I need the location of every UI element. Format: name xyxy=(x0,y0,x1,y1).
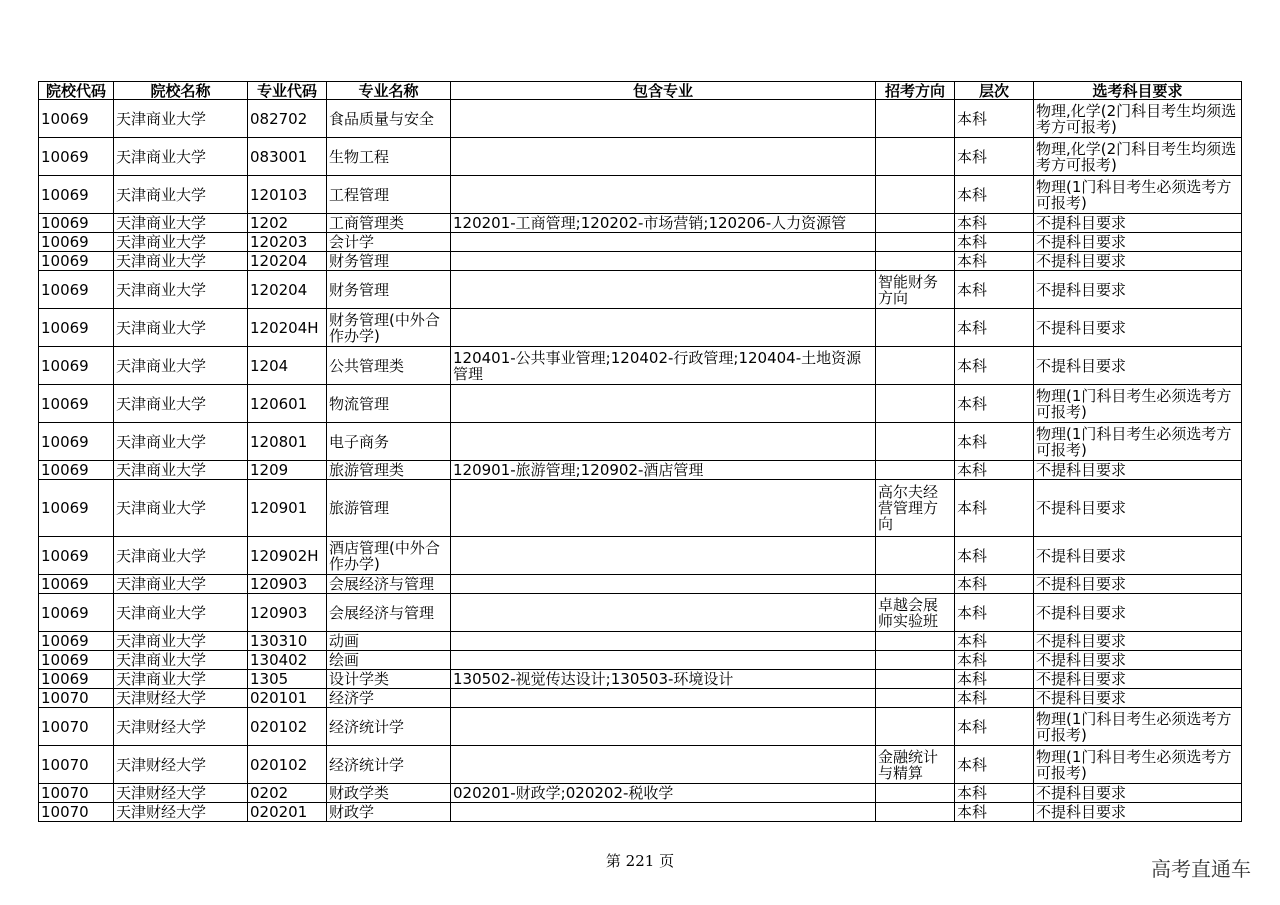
cell-school-name: 天津商业大学 xyxy=(114,271,248,309)
cell-level: 本科 xyxy=(955,784,1034,803)
table-row xyxy=(39,708,1242,746)
cell-major-code: 1305 xyxy=(248,670,327,689)
cell-school-name: 天津财经大学 xyxy=(114,708,248,746)
cell-school-name: 天津商业大学 xyxy=(114,385,248,423)
cell-subject-requirement: 不提科目要求 xyxy=(1034,651,1242,670)
cell-subject-requirement: 不提科目要求 xyxy=(1034,784,1242,803)
cell-major-code: 1204 xyxy=(248,347,327,385)
cell-subject-requirement: 不提科目要求 xyxy=(1034,632,1242,651)
cell-level: 本科 xyxy=(955,252,1034,271)
cell-major-code: 020201 xyxy=(248,803,327,822)
table-row xyxy=(39,480,1242,537)
cell-direction xyxy=(876,214,955,233)
cell-major-code: 120903 xyxy=(248,575,327,594)
cell-school-code: 10069 xyxy=(39,632,114,651)
cell-subject-requirement: 不提科目要求 xyxy=(1034,271,1242,309)
table-row xyxy=(39,385,1242,423)
header-school-code: 院校代码 xyxy=(39,82,114,100)
cell-direction xyxy=(876,100,955,138)
cell-level: 本科 xyxy=(955,670,1034,689)
cell-school-name: 天津商业大学 xyxy=(114,309,248,347)
table-row xyxy=(39,347,1242,385)
cell-school-name: 天津商业大学 xyxy=(114,347,248,385)
cell-subject-requirement: 不提科目要求 xyxy=(1034,233,1242,252)
table-row xyxy=(39,632,1242,651)
cell-school-code: 10069 xyxy=(39,575,114,594)
cell-level: 本科 xyxy=(955,708,1034,746)
cell-major-code: 020101 xyxy=(248,689,327,708)
watermark: 高考直通车 xyxy=(1151,857,1251,881)
cell-school-name: 天津商业大学 xyxy=(114,233,248,252)
cell-included-majors: 020201-财政学;020202-税收学 xyxy=(451,784,876,803)
cell-subject-requirement: 不提科目要求 xyxy=(1034,537,1242,575)
cell-school-code: 10069 xyxy=(39,594,114,632)
cell-direction xyxy=(876,252,955,271)
cell-level: 本科 xyxy=(955,138,1034,176)
cell-major-name: 食品质量与安全 xyxy=(327,100,451,138)
cell-school-name: 天津财经大学 xyxy=(114,746,248,784)
cell-major-name: 会展经济与管理 xyxy=(327,594,451,632)
table-row xyxy=(39,689,1242,708)
cell-school-code: 10070 xyxy=(39,689,114,708)
cell-school-name: 天津商业大学 xyxy=(114,138,248,176)
cell-major-name: 酒店管理(中外合作办学) xyxy=(327,537,451,575)
cell-level: 本科 xyxy=(955,385,1034,423)
cell-level: 本科 xyxy=(955,347,1034,385)
cell-major-name: 财务管理(中外合作办学) xyxy=(327,309,451,347)
cell-direction xyxy=(876,803,955,822)
cell-school-name: 天津商业大学 xyxy=(114,537,248,575)
cell-school-code: 10069 xyxy=(39,537,114,575)
cell-included-majors: 130502-视觉传达设计;130503-环境设计 xyxy=(451,670,876,689)
cell-major-code: 120601 xyxy=(248,385,327,423)
cell-level: 本科 xyxy=(955,746,1034,784)
cell-level: 本科 xyxy=(955,100,1034,138)
cell-major-name: 经济统计学 xyxy=(327,708,451,746)
cell-level: 本科 xyxy=(955,803,1034,822)
cell-included-majors xyxy=(451,689,876,708)
cell-included-majors xyxy=(451,309,876,347)
cell-subject-requirement: 物理,化学(2门科目考生均须选考方可报考) xyxy=(1034,100,1242,138)
cell-major-name: 经济学 xyxy=(327,689,451,708)
cell-included-majors xyxy=(451,252,876,271)
cell-major-name: 绘画 xyxy=(327,651,451,670)
table-row xyxy=(39,176,1242,214)
cell-subject-requirement: 不提科目要求 xyxy=(1034,214,1242,233)
cell-school-code: 10069 xyxy=(39,214,114,233)
header-level: 层次 xyxy=(955,82,1034,100)
cell-major-name: 经济统计学 xyxy=(327,746,451,784)
cell-school-name: 天津商业大学 xyxy=(114,651,248,670)
cell-direction xyxy=(876,689,955,708)
cell-major-name: 工商管理类 xyxy=(327,214,451,233)
header-subject-requirement: 选考科目要求 xyxy=(1034,82,1242,100)
cell-subject-requirement: 不提科目要求 xyxy=(1034,347,1242,385)
cell-major-name: 工程管理 xyxy=(327,176,451,214)
cell-school-code: 10069 xyxy=(39,461,114,480)
cell-subject-requirement: 不提科目要求 xyxy=(1034,689,1242,708)
cell-included-majors xyxy=(451,803,876,822)
cell-major-code: 1202 xyxy=(248,214,327,233)
header-major-name: 专业名称 xyxy=(327,82,451,100)
cell-level: 本科 xyxy=(955,176,1034,214)
cell-school-name: 天津商业大学 xyxy=(114,214,248,233)
cell-school-code: 10070 xyxy=(39,803,114,822)
cell-direction xyxy=(876,575,955,594)
cell-level: 本科 xyxy=(955,461,1034,480)
cell-school-code: 10069 xyxy=(39,670,114,689)
table-row xyxy=(39,461,1242,480)
table-row xyxy=(39,100,1242,138)
table-row xyxy=(39,233,1242,252)
cell-included-majors xyxy=(451,651,876,670)
cell-major-name: 财政学类 xyxy=(327,784,451,803)
cell-major-code: 120902H xyxy=(248,537,327,575)
cell-level: 本科 xyxy=(955,480,1034,537)
cell-major-code: 120901 xyxy=(248,480,327,537)
cell-direction: 智能财务方向 xyxy=(876,271,955,309)
cell-direction xyxy=(876,670,955,689)
cell-subject-requirement: 不提科目要求 xyxy=(1034,252,1242,271)
cell-school-code: 10069 xyxy=(39,252,114,271)
table-row xyxy=(39,214,1242,233)
cell-included-majors xyxy=(451,176,876,214)
cell-school-code: 10070 xyxy=(39,708,114,746)
cell-direction xyxy=(876,138,955,176)
cell-major-code: 120103 xyxy=(248,176,327,214)
cell-included-majors xyxy=(451,423,876,461)
header-school-name: 院校名称 xyxy=(114,82,248,100)
cell-included-majors: 120201-工商管理;120202-市场营销;120206-人力资源管 xyxy=(451,214,876,233)
cell-subject-requirement: 物理(1门科目考生必须选考方可报考) xyxy=(1034,176,1242,214)
cell-direction xyxy=(876,708,955,746)
table-row xyxy=(39,784,1242,803)
table-row xyxy=(39,803,1242,822)
cell-school-name: 天津商业大学 xyxy=(114,423,248,461)
cell-major-code: 120204 xyxy=(248,271,327,309)
cell-included-majors: 120401-公共事业管理;120402-行政管理;120404-土地资源管理 xyxy=(451,347,876,385)
cell-major-code: 082702 xyxy=(248,100,327,138)
cell-school-code: 10069 xyxy=(39,100,114,138)
cell-subject-requirement: 物理,化学(2门科目考生均须选考方可报考) xyxy=(1034,138,1242,176)
cell-major-code: 120203 xyxy=(248,233,327,252)
cell-school-name: 天津商业大学 xyxy=(114,252,248,271)
cell-school-name: 天津商业大学 xyxy=(114,100,248,138)
cell-school-code: 10069 xyxy=(39,176,114,214)
cell-school-name: 天津财经大学 xyxy=(114,784,248,803)
cell-direction: 金融统计与精算 xyxy=(876,746,955,784)
table-row xyxy=(39,575,1242,594)
cell-major-name: 会计学 xyxy=(327,233,451,252)
cell-subject-requirement: 不提科目要求 xyxy=(1034,803,1242,822)
cell-school-name: 天津商业大学 xyxy=(114,176,248,214)
header-row xyxy=(39,82,1242,100)
table-row xyxy=(39,423,1242,461)
cell-major-code: 0202 xyxy=(248,784,327,803)
cell-major-code: 120801 xyxy=(248,423,327,461)
cell-subject-requirement: 不提科目要求 xyxy=(1034,461,1242,480)
cell-level: 本科 xyxy=(955,309,1034,347)
cell-major-name: 物流管理 xyxy=(327,385,451,423)
cell-school-code: 10069 xyxy=(39,309,114,347)
cell-school-code: 10069 xyxy=(39,651,114,670)
cell-school-code: 10069 xyxy=(39,423,114,461)
cell-major-name: 电子商务 xyxy=(327,423,451,461)
cell-direction xyxy=(876,347,955,385)
cell-subject-requirement: 物理(1门科目考生必须选考方可报考) xyxy=(1034,423,1242,461)
header-included-majors: 包含专业 xyxy=(451,82,876,100)
cell-direction xyxy=(876,385,955,423)
cell-direction xyxy=(876,632,955,651)
table-row xyxy=(39,252,1242,271)
cell-included-majors xyxy=(451,594,876,632)
admission-table xyxy=(38,81,1242,822)
cell-level: 本科 xyxy=(955,632,1034,651)
cell-included-majors: 120901-旅游管理;120902-酒店管理 xyxy=(451,461,876,480)
cell-school-code: 10069 xyxy=(39,347,114,385)
cell-school-name: 天津财经大学 xyxy=(114,803,248,822)
cell-school-code: 10070 xyxy=(39,746,114,784)
cell-school-name: 天津财经大学 xyxy=(114,689,248,708)
cell-school-code: 10069 xyxy=(39,138,114,176)
cell-included-majors xyxy=(451,100,876,138)
cell-major-name: 公共管理类 xyxy=(327,347,451,385)
cell-major-name: 旅游管理类 xyxy=(327,461,451,480)
cell-subject-requirement: 物理(1门科目考生必须选考方可报考) xyxy=(1034,708,1242,746)
cell-direction xyxy=(876,423,955,461)
table-row xyxy=(39,594,1242,632)
cell-subject-requirement: 不提科目要求 xyxy=(1034,575,1242,594)
cell-subject-requirement: 不提科目要求 xyxy=(1034,309,1242,347)
page-number: 第 221 页 xyxy=(605,852,675,870)
cell-major-name: 财政学 xyxy=(327,803,451,822)
cell-major-code: 1209 xyxy=(248,461,327,480)
cell-level: 本科 xyxy=(955,271,1034,309)
cell-level: 本科 xyxy=(955,233,1034,252)
table-row xyxy=(39,138,1242,176)
cell-level: 本科 xyxy=(955,594,1034,632)
cell-level: 本科 xyxy=(955,214,1034,233)
cell-subject-requirement: 物理(1门科目考生必须选考方可报考) xyxy=(1034,746,1242,784)
cell-major-name: 动画 xyxy=(327,632,451,651)
cell-major-name: 会展经济与管理 xyxy=(327,575,451,594)
cell-included-majors xyxy=(451,537,876,575)
table-body xyxy=(39,100,1242,822)
cell-school-code: 10070 xyxy=(39,784,114,803)
cell-major-code: 130402 xyxy=(248,651,327,670)
cell-included-majors xyxy=(451,746,876,784)
cell-school-name: 天津商业大学 xyxy=(114,575,248,594)
cell-subject-requirement: 不提科目要求 xyxy=(1034,480,1242,537)
cell-subject-requirement: 不提科目要求 xyxy=(1034,594,1242,632)
cell-major-code: 120204 xyxy=(248,252,327,271)
cell-level: 本科 xyxy=(955,423,1034,461)
cell-school-name: 天津商业大学 xyxy=(114,632,248,651)
cell-direction xyxy=(876,461,955,480)
header-direction: 招考方向 xyxy=(876,82,955,100)
table-row xyxy=(39,271,1242,309)
cell-major-code: 120903 xyxy=(248,594,327,632)
cell-major-code: 020102 xyxy=(248,746,327,784)
cell-included-majors xyxy=(451,233,876,252)
cell-school-name: 天津商业大学 xyxy=(114,670,248,689)
cell-direction xyxy=(876,309,955,347)
cell-level: 本科 xyxy=(955,575,1034,594)
cell-school-name: 天津商业大学 xyxy=(114,480,248,537)
table-row xyxy=(39,746,1242,784)
cell-direction xyxy=(876,233,955,252)
cell-major-code: 083001 xyxy=(248,138,327,176)
cell-school-code: 10069 xyxy=(39,385,114,423)
cell-included-majors xyxy=(451,480,876,537)
cell-included-majors xyxy=(451,138,876,176)
cell-major-code: 020102 xyxy=(248,708,327,746)
cell-direction xyxy=(876,176,955,214)
cell-included-majors xyxy=(451,632,876,651)
cell-school-name: 天津商业大学 xyxy=(114,594,248,632)
cell-school-name: 天津商业大学 xyxy=(114,461,248,480)
cell-included-majors xyxy=(451,708,876,746)
cell-major-name: 财务管理 xyxy=(327,252,451,271)
cell-direction xyxy=(876,651,955,670)
cell-level: 本科 xyxy=(955,689,1034,708)
cell-included-majors xyxy=(451,575,876,594)
cell-school-code: 10069 xyxy=(39,480,114,537)
cell-major-name: 旅游管理 xyxy=(327,480,451,537)
cell-major-code: 120204H xyxy=(248,309,327,347)
cell-level: 本科 xyxy=(955,651,1034,670)
cell-direction xyxy=(876,537,955,575)
cell-direction: 卓越会展师实验班 xyxy=(876,594,955,632)
table-row xyxy=(39,537,1242,575)
cell-subject-requirement: 不提科目要求 xyxy=(1034,670,1242,689)
cell-level: 本科 xyxy=(955,537,1034,575)
cell-major-name: 生物工程 xyxy=(327,138,451,176)
cell-major-name: 设计学类 xyxy=(327,670,451,689)
table-row xyxy=(39,670,1242,689)
cell-major-name: 财务管理 xyxy=(327,271,451,309)
table-row xyxy=(39,651,1242,670)
cell-major-code: 130310 xyxy=(248,632,327,651)
cell-included-majors xyxy=(451,271,876,309)
cell-direction: 高尔夫经营管理方向 xyxy=(876,480,955,537)
cell-direction xyxy=(876,784,955,803)
header-major-code: 专业代码 xyxy=(248,82,327,100)
table-row xyxy=(39,309,1242,347)
cell-included-majors xyxy=(451,385,876,423)
cell-school-code: 10069 xyxy=(39,271,114,309)
cell-school-code: 10069 xyxy=(39,233,114,252)
cell-subject-requirement: 物理(1门科目考生必须选考方可报考) xyxy=(1034,385,1242,423)
